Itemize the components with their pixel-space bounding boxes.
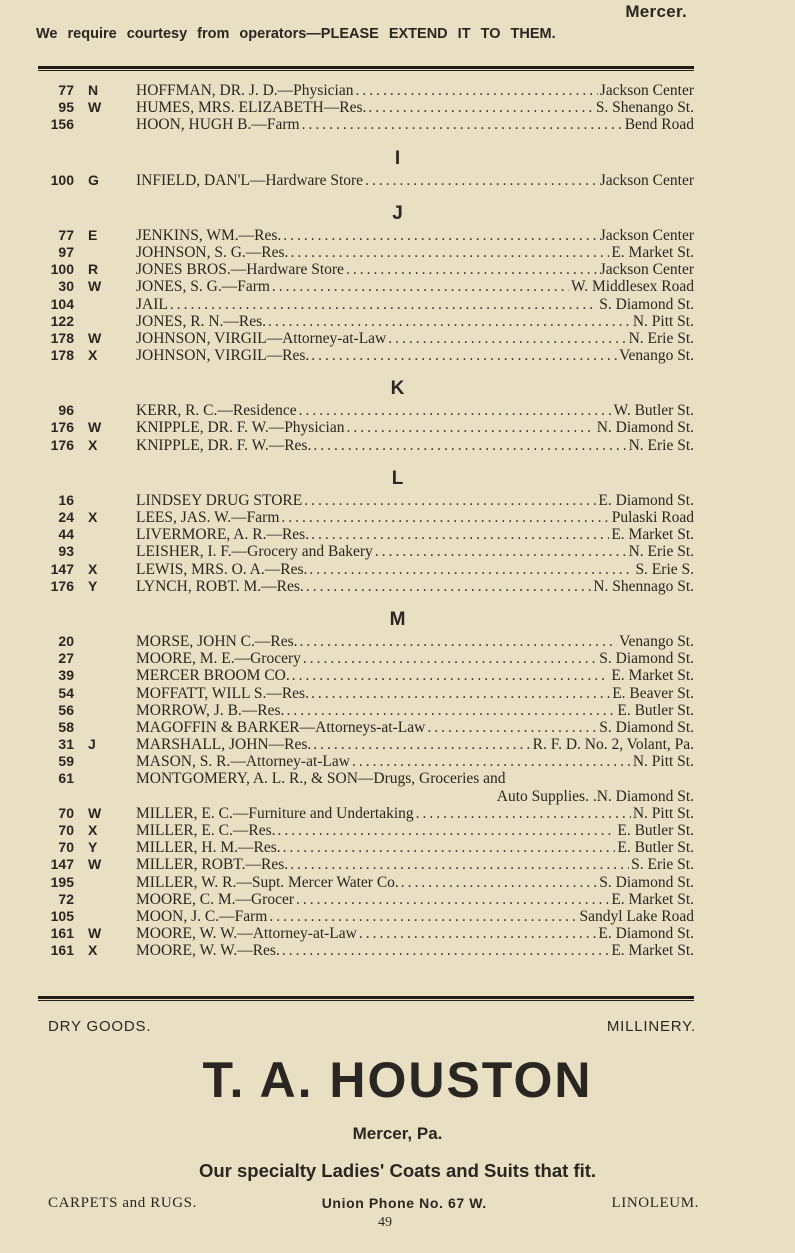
directory-row: [0, 874, 795, 891]
ring-suffix: Y: [88, 577, 98, 594]
entry: [136, 736, 694, 753]
directory-row: [0, 116, 795, 133]
leader-dots: [427, 719, 597, 736]
leader-dots: [346, 419, 594, 436]
phone-number: 93: [58, 543, 74, 560]
phone-number: 176: [50, 419, 74, 436]
phone-number: 176: [50, 436, 74, 453]
leader-dots: [352, 753, 631, 770]
leader-dots: [388, 330, 626, 347]
ring-suffix: X: [88, 509, 98, 525]
subscriber-name: HOON, HUGH B.—Farm: [136, 116, 300, 134]
address: N. Erie St.: [628, 329, 694, 347]
subscriber-name: MORSE, JOHN C.—Res.: [136, 632, 298, 650]
phone-number: 70: [58, 822, 74, 839]
directory-row: [0, 891, 795, 908]
ring-suffix: W: [88, 856, 102, 873]
ad-bottom-line: [48, 1195, 699, 1212]
ring-suffix: W: [88, 99, 102, 116]
phone-number: 54: [58, 684, 74, 701]
entry: [136, 278, 694, 295]
ad-top-rule: [38, 996, 694, 999]
entry: [136, 839, 694, 856]
ring-suffix: X: [88, 347, 98, 364]
leader-dots: [304, 492, 596, 509]
section-letter: J: [392, 202, 403, 224]
directory-row: [0, 402, 795, 419]
address: E. Butler St.: [617, 822, 694, 840]
subscriber-name: JOHNSON, VIRGIL—Attorney-at-Law: [136, 329, 387, 347]
ring-suffix: X: [88, 822, 98, 839]
subscriber-name: MILLER, W. R.—Supt. Mercer Water Co.: [136, 873, 399, 891]
entry: [136, 347, 694, 364]
leader-dots: [299, 402, 612, 419]
subscriber-name: KNIPPLE, DR. F. W.—Res.: [136, 436, 312, 454]
address: S. Diamond St.: [599, 650, 694, 668]
directory-row: [0, 736, 795, 753]
directory-row: [0, 509, 795, 526]
entry: [136, 244, 694, 261]
phone-number: 59: [58, 753, 74, 770]
section-gap: [0, 595, 795, 607]
subscriber-name: JOHNSON, VIRGIL—Res.: [136, 347, 310, 365]
entry: [136, 925, 694, 942]
subscriber-name: MILLER, E. C.—Furniture and Undertaking: [136, 804, 414, 822]
phone-number: 147: [50, 856, 74, 873]
section-letter: L: [391, 467, 404, 489]
phone-number: 178: [50, 329, 74, 346]
ring-suffix: W: [88, 419, 102, 436]
subscriber-name: MOON, J. C.—Farm: [136, 907, 268, 925]
directory-row: [0, 925, 795, 942]
entry: [136, 543, 694, 560]
subscriber-name: MOORE, M. E.—Grocery: [136, 650, 301, 668]
section-letter: I: [394, 147, 401, 169]
entry: [136, 402, 694, 419]
phone-number: 70: [58, 839, 74, 856]
entry: [136, 805, 694, 822]
subscriber-name: MILLER, ROBT.—Res.: [136, 856, 289, 874]
ring-suffix: G: [88, 171, 99, 188]
address: Bend Road: [624, 116, 694, 134]
entry: [136, 99, 694, 116]
entry: [136, 942, 694, 959]
ad-phone: Union Phone No. 67 W.: [321, 1195, 487, 1211]
directory-row: [0, 437, 795, 454]
entry: [136, 667, 694, 684]
entry: [136, 261, 694, 278]
leader-dots: [346, 261, 598, 278]
directory-row: [0, 770, 795, 804]
phone-number: 72: [58, 890, 74, 907]
phone-number: 61: [58, 770, 74, 787]
entry: [136, 650, 694, 667]
ad-top-line: [48, 1018, 696, 1035]
address: S. Erie St.: [631, 856, 694, 874]
phone-number: 70: [58, 804, 74, 821]
ad-millinery: MILLINERY.: [606, 1018, 696, 1035]
subscriber-name: JONES BROS.—Hardware Store: [136, 261, 344, 279]
ring-suffix: W: [88, 278, 102, 295]
directory-row: [0, 667, 795, 684]
section-letter: M: [389, 608, 406, 630]
directory-row: [0, 227, 795, 244]
leader-dots: [375, 543, 627, 560]
leader-dots: [416, 805, 631, 822]
directory-row: [0, 908, 795, 925]
directory-row: [0, 561, 795, 578]
address: S. Diamond St.: [599, 873, 694, 891]
leader-dots: [281, 509, 609, 526]
ring-suffix: X: [88, 560, 98, 577]
leader-dots: [365, 172, 598, 189]
phone-number: 161: [50, 925, 74, 942]
section-gap: [0, 134, 795, 146]
ring-suffix: E: [88, 226, 98, 243]
address: E. Market St.: [611, 243, 694, 261]
subscriber-name: MILLER, E. C.—Res.: [136, 822, 276, 840]
directory-row: [0, 261, 795, 278]
subscriber-name: JONES, R. N.—Res.: [136, 312, 267, 330]
leader-dots: [368, 99, 593, 116]
address: E. Beaver St.: [612, 684, 694, 702]
subscriber-name: LEES, JAS. W.—Farm: [136, 509, 280, 526]
subscriber-name: MOFFATT, WILL S.—Res.: [136, 684, 309, 702]
ad-top-rule-thin: [38, 1000, 694, 1001]
phone-number: 195: [50, 873, 74, 890]
leader-dots: [283, 839, 616, 856]
ad-slogan: Our specialty Ladies' Coats and Suits that fit.: [198, 1160, 597, 1181]
ring-suffix: W: [88, 925, 102, 942]
address: E. Diamond St.: [598, 925, 694, 943]
subscriber-name: MASON, S. R.—Attorney-at-Law: [136, 753, 350, 771]
directory-listing: [0, 82, 795, 960]
entry: [136, 509, 694, 526]
directory-row: [0, 856, 795, 873]
entry: [136, 419, 694, 436]
subscriber-name: KERR, R. C.—Residence: [136, 402, 297, 420]
directory-row: [0, 278, 795, 295]
directory-row: [0, 685, 795, 702]
subscriber-name: JENKINS, WM.—Res.: [136, 226, 282, 244]
phone-number: 100: [50, 171, 74, 188]
leader-dots: [292, 667, 610, 684]
address: Jackson Center: [599, 82, 694, 99]
leader-dots: [268, 313, 631, 330]
subscriber-name: LEISHER, I. F.—Grocery and Bakery: [136, 543, 373, 561]
subscriber-name: MAGOFFIN & BARKER—Attorneys-at-Law: [136, 718, 426, 736]
entry: [136, 770, 694, 787]
leader-dots: [170, 296, 597, 313]
directory-row: [0, 719, 795, 736]
phone-number: 104: [50, 295, 74, 312]
entry: [136, 296, 694, 313]
subscriber-name: KNIPPLE, DR. F. W.—Physician: [136, 419, 345, 437]
leader-dots: [359, 925, 597, 942]
address: E. Butler St.: [617, 701, 694, 719]
phone-number: 20: [58, 632, 74, 649]
phone-number: 27: [58, 650, 74, 667]
leader-dots: [313, 736, 530, 753]
address: S. Diamond St.: [599, 295, 694, 313]
entry: [136, 908, 694, 925]
leader-dots: [290, 244, 609, 261]
address: Venango St.: [619, 632, 694, 650]
entry: [136, 227, 694, 244]
phone-number: 39: [58, 667, 74, 684]
subscriber-name: MORROW, J. B.—Res.: [136, 701, 285, 719]
phone-number: 178: [50, 347, 74, 364]
leader-dots: [311, 685, 610, 702]
subscriber-name: MONTGOMERY, A. L. R., & SON—Drugs, Groceries and: [136, 770, 506, 788]
phone-number: 77: [58, 82, 74, 98]
ring-suffix: Y: [88, 839, 98, 856]
entry: [136, 172, 694, 189]
directory-row: [0, 942, 795, 959]
ring-suffix: X: [88, 436, 98, 453]
address: Jackson Center: [599, 261, 694, 279]
leader-dots: [306, 578, 591, 595]
directory-row: [0, 650, 795, 667]
address: W. Middlesex Road: [571, 278, 694, 296]
subscriber-name: HUMES, MRS. ELIZABETH—Res.: [136, 99, 367, 117]
directory-row: [0, 543, 795, 560]
entry: [136, 82, 694, 99]
entry: [136, 856, 694, 873]
directory-row: [0, 526, 795, 543]
directory-row: [0, 805, 795, 822]
leader-dots: [286, 702, 615, 719]
directory-row: [0, 313, 795, 330]
directory-row: [0, 347, 795, 364]
directory-row: [0, 419, 795, 436]
address: W. Butler St.: [613, 402, 694, 420]
address: E. Market St.: [611, 942, 694, 960]
leader-dots: [296, 891, 609, 908]
leader-dots: [355, 82, 597, 99]
leader-dots: [282, 942, 610, 959]
address: N. Pitt St.: [632, 312, 694, 330]
directory-row: [0, 633, 795, 650]
entry: [136, 753, 694, 770]
ad-dry-goods: DRY GOODS.: [48, 1018, 152, 1035]
address: N. Pitt St.: [632, 753, 694, 771]
subscriber-name: MERCER BROOM CO.: [136, 667, 290, 685]
entry: [136, 313, 694, 330]
subscriber-name: JOHNSON, S. G.—Res.: [136, 243, 289, 261]
phone-number: 16: [58, 491, 74, 508]
phone-number: 97: [58, 243, 74, 260]
phone-number: 44: [58, 526, 74, 543]
phone-number: 58: [58, 718, 74, 735]
section-gap: [0, 454, 795, 466]
entry: [136, 437, 694, 454]
entry: [136, 633, 694, 650]
phone-number: 24: [58, 509, 74, 525]
subscriber-name: JONES, S. G.—Farm: [136, 278, 270, 296]
leader-dots: [299, 633, 617, 650]
section-letter: K: [390, 378, 405, 400]
entry: [136, 561, 694, 578]
address: E. Butler St.: [617, 839, 694, 857]
phone-number: 161: [50, 942, 74, 959]
ad-brand-name: T. A. HOUSTON: [202, 1052, 593, 1108]
entry: [136, 526, 694, 543]
subscriber-name: INFIELD, DAN'L—Hardware Store: [136, 171, 364, 189]
address: N. Erie St.: [628, 543, 694, 561]
address: N. Shennago St.: [593, 577, 694, 595]
address: E. Market St.: [611, 526, 694, 544]
ring-suffix: J: [88, 736, 96, 753]
leader-dots: [309, 561, 633, 578]
directory-row: [0, 839, 795, 856]
directory-row: [0, 244, 795, 261]
ring-suffix: W: [88, 804, 102, 821]
leader-dots: [401, 874, 597, 891]
subscriber-name: LEWIS, MRS. O. A.—Res.: [136, 560, 308, 578]
address: N. Erie St.: [628, 436, 694, 454]
subscriber-name: JAIL: [136, 295, 168, 313]
leader-dots: [303, 650, 597, 667]
directory-row: [0, 82, 795, 99]
section-gap: [0, 189, 795, 201]
address: S. Shenango St.: [595, 99, 694, 117]
entry: [136, 116, 694, 133]
leader-dots: [283, 227, 597, 244]
entry: [136, 874, 694, 891]
address: Pulaski Road: [611, 509, 694, 526]
leader-dots: [272, 278, 569, 295]
subscriber-name: MOORE, W. W.—Attorney-at-Law: [136, 925, 357, 943]
subscriber-name: MOORE, W. W.—Res.: [136, 942, 280, 960]
leader-dots: [302, 116, 623, 133]
entry: [136, 330, 694, 347]
subscriber-name: MILLER, H. M.—Res.: [136, 839, 281, 857]
directory-row: [0, 296, 795, 313]
courtesy-notice: We require courtesy from operators—PLEASE EXTEND IT TO THEM.: [36, 26, 556, 42]
directory-row: [0, 753, 795, 770]
ad-carpets: CARPETS and RUGS.: [48, 1195, 197, 1211]
address: S. Diamond St.: [599, 718, 694, 736]
ad-city: Mercer, Pa.: [352, 1124, 443, 1143]
phone-number: 96: [58, 402, 74, 419]
entry: [136, 685, 694, 702]
subscriber-name: LYNCH, ROBT. M.—Res.: [136, 577, 304, 595]
leader-dots: [313, 437, 626, 454]
page-number: 49: [378, 1215, 392, 1230]
phone-number: 100: [50, 261, 74, 278]
leader-dots: [290, 856, 629, 873]
entry: [136, 578, 694, 595]
directory-row: [0, 99, 795, 116]
phone-number: 105: [50, 907, 74, 924]
entry: [136, 822, 694, 839]
ring-suffix: W: [88, 329, 102, 346]
subscriber-name: LINDSEY DRUG STORE: [136, 491, 303, 509]
phone-number: 31: [58, 736, 74, 753]
address: N. Diamond St.: [596, 419, 694, 437]
address: Sandyl Lake Road: [579, 907, 694, 925]
entry: [136, 891, 694, 908]
ring-suffix: R: [88, 261, 99, 278]
subscriber-name: MOORE, C. M.—Grocer: [136, 890, 294, 908]
address: R. F. D. No. 2, Volant, Pa.: [532, 736, 694, 754]
entry: [136, 719, 694, 736]
entry: [136, 702, 694, 719]
section-gap: [0, 364, 795, 376]
address: Venango St.: [619, 347, 694, 365]
ring-suffix: X: [88, 942, 98, 959]
phone-number: 176: [50, 577, 74, 594]
header-rule: [38, 66, 694, 69]
address: N. Pitt St.: [632, 804, 694, 822]
leader-dots: [278, 822, 616, 839]
address: E. Market St.: [611, 890, 694, 908]
entry: [136, 492, 694, 509]
subscriber-name: HOFFMAN, DR. J. D.—Physician: [136, 82, 354, 99]
ring-suffix: N: [88, 82, 99, 98]
address: E. Diamond St.: [598, 491, 694, 509]
leader-dots: [269, 908, 577, 925]
address: S. Erie S.: [635, 560, 694, 578]
phone-number: 56: [58, 701, 74, 718]
subscriber-name: LIVERMORE, A. R.—Res.: [136, 526, 310, 544]
phone-number: 30: [58, 278, 74, 295]
address: Jackson Center: [599, 226, 694, 244]
directory-row: [0, 578, 795, 595]
directory-row: [0, 492, 795, 509]
ad-linoleum: LINOLEUM.: [611, 1195, 699, 1211]
subscriber-name: MARSHALL, JOHN—Res.: [136, 736, 312, 754]
directory-row: [0, 822, 795, 839]
header-rule-thin: [38, 70, 694, 71]
leader-dots: [311, 526, 609, 543]
directory-row: [0, 702, 795, 719]
phone-number: 95: [58, 99, 74, 116]
directory-row: [0, 330, 795, 347]
address-continuation: Auto Supplies. .N. Diamond St.: [496, 787, 694, 805]
address: E. Market St.: [611, 667, 694, 685]
town-heading: Mercer.: [625, 2, 687, 21]
phone-number: 147: [50, 560, 74, 577]
phone-number: 77: [58, 226, 74, 243]
phone-number: 122: [50, 312, 74, 329]
phone-number: 156: [50, 116, 74, 133]
leader-dots: [311, 347, 617, 364]
address: Jackson Center: [599, 171, 694, 189]
directory-row: [0, 172, 795, 189]
